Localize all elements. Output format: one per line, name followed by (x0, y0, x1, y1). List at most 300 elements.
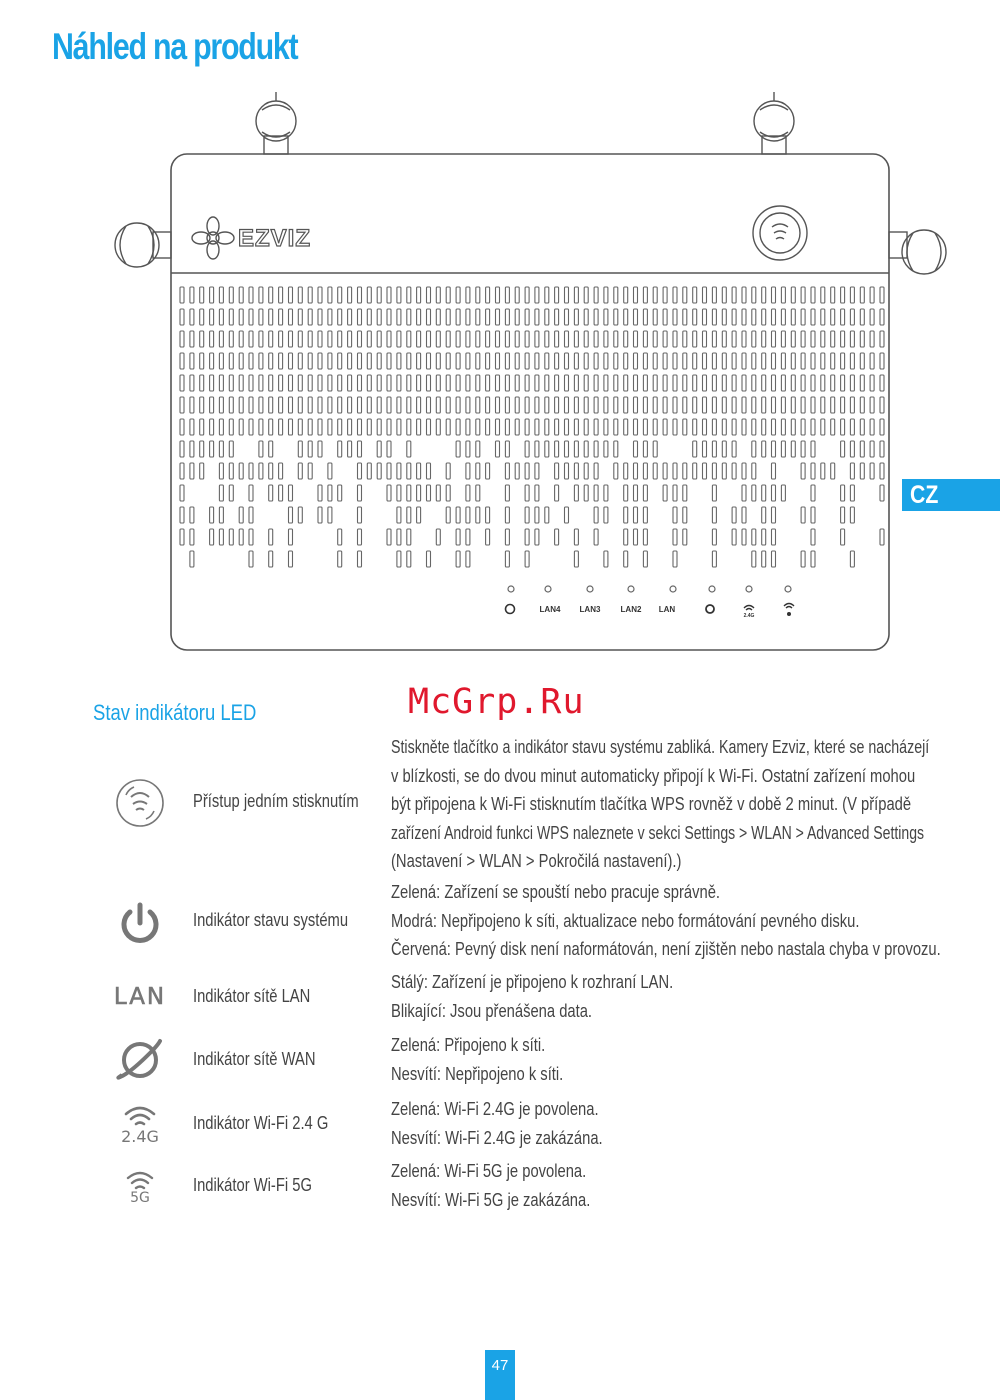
vent-slot (210, 419, 214, 435)
vent-slot (535, 485, 539, 501)
vent-slot (190, 397, 194, 413)
vent-slot (219, 463, 223, 479)
vent-slot (505, 463, 509, 479)
vent-slot (831, 397, 835, 413)
vent-slot (574, 309, 578, 325)
vent-slot (496, 287, 500, 303)
vent-slot (643, 441, 647, 457)
vent-slot (634, 397, 638, 413)
vent-slot (367, 287, 371, 303)
vent-slot (200, 353, 204, 369)
vent-slot (377, 419, 381, 435)
vent-slot (634, 529, 638, 545)
vent-slot (831, 419, 835, 435)
vent-slot (466, 529, 470, 545)
vent-slot (604, 309, 608, 325)
vent-slot (732, 331, 736, 347)
vent-slot (801, 353, 805, 369)
vent-slot (860, 463, 864, 479)
vent-slot (367, 375, 371, 391)
vent-slot (427, 287, 431, 303)
vent-slot (348, 397, 352, 413)
antenna-top-left (256, 92, 296, 154)
vent-slot (722, 309, 726, 325)
vent-slot (279, 331, 283, 347)
vent-slot (584, 287, 588, 303)
vent-slot (811, 463, 815, 479)
vent-slot (219, 419, 223, 435)
vent-slot (712, 353, 716, 369)
vent-slot (496, 441, 500, 457)
indicator-row-wifi-5g (0, 1157, 1000, 1217)
vent-slot (397, 309, 401, 325)
vent-slot (308, 353, 312, 369)
vent-slot (446, 309, 450, 325)
vent-slot (683, 353, 687, 369)
vent-slot (348, 353, 352, 369)
desc-line: Zelená: Wi-Fi 2.4G je povolena. (391, 1099, 599, 1119)
vent-slot (269, 463, 273, 479)
vent-slot (880, 441, 884, 457)
vent-slot (190, 287, 194, 303)
watermark: McGrp.Ru (408, 682, 585, 722)
desc-line: Červená: Pevný disk není naformátován, není zjištěn nebo nastala chyba v provozu. (391, 939, 941, 959)
vent-slot (870, 375, 874, 391)
vent-slot (811, 507, 815, 523)
vent-slot (614, 331, 618, 347)
vent-slot (841, 331, 845, 347)
vent-slot (653, 287, 657, 303)
vent-slot (614, 287, 618, 303)
vent-slot (358, 331, 362, 347)
vent-slot (821, 419, 825, 435)
desc-line: Nesvítí: Wi-Fi 5G je zakázána. (391, 1189, 591, 1210)
indicator-label: Indikátor sítě WAN (193, 1049, 316, 1069)
vent-slot (525, 419, 529, 435)
vent-slot (229, 287, 233, 303)
vent-slot (180, 353, 184, 369)
vent-slot (841, 375, 845, 391)
vent-slot (535, 507, 539, 523)
vent-slot (200, 441, 204, 457)
vent-slot (772, 419, 776, 435)
vent-slot (880, 463, 884, 479)
vent-slot (249, 353, 253, 369)
vent-slot (841, 397, 845, 413)
vent-slot (210, 309, 214, 325)
vent-slot (693, 287, 697, 303)
vent-slot (663, 287, 667, 303)
vent-slot (634, 485, 638, 501)
vent-slot (417, 287, 421, 303)
vent-slot (210, 507, 214, 523)
vent-slot (762, 419, 766, 435)
vent-slot (673, 375, 677, 391)
vent-slot (752, 485, 756, 501)
vent-slot (821, 463, 825, 479)
vent-slot (555, 529, 559, 545)
vent-slot (456, 397, 460, 413)
vent-slot (643, 419, 647, 435)
vent-slot (476, 419, 480, 435)
vent-slot (712, 375, 716, 391)
vent-slot (436, 287, 440, 303)
vent-slot (653, 419, 657, 435)
vent-slot (732, 397, 736, 413)
vent-slot (515, 287, 519, 303)
vent-slot (821, 397, 825, 413)
vent-slot (229, 485, 233, 501)
vent-slot (219, 529, 223, 545)
vent-slot (249, 331, 253, 347)
vent-slot (397, 397, 401, 413)
vent-slot (594, 331, 598, 347)
vent-slot (850, 353, 854, 369)
vent-slot (269, 551, 273, 567)
vent-slot (367, 397, 371, 413)
desc-line: Zelená: Zařízení se spouští nebo pracuje správně. (391, 882, 721, 902)
vent-slot (387, 397, 391, 413)
vent-slot (860, 331, 864, 347)
vent-slot (752, 551, 756, 567)
vent-slot (190, 507, 194, 523)
power-icon (100, 898, 180, 948)
vent-slot (860, 441, 864, 457)
vent-slot (722, 331, 726, 347)
vent-slot (791, 309, 795, 325)
vent-slot (269, 441, 273, 457)
vent-slot (436, 485, 440, 501)
vent-slot (397, 419, 401, 435)
indicator-row-one-touch (0, 733, 1000, 873)
vent-slot (742, 309, 746, 325)
vent-slot (722, 397, 726, 413)
vent-slot (831, 331, 835, 347)
vent-slot (683, 331, 687, 347)
vent-slot (358, 441, 362, 457)
vent-slot (732, 441, 736, 457)
vent-slot (801, 397, 805, 413)
vent-slot (742, 331, 746, 347)
vent-slot (545, 441, 549, 457)
vent-slot (180, 331, 184, 347)
vent-slot (653, 441, 657, 457)
vent-slot (377, 463, 381, 479)
vent-slot (712, 419, 716, 435)
vent-slot (229, 331, 233, 347)
vent-slot (850, 287, 854, 303)
vent-slot (407, 551, 411, 567)
vent-slot (584, 353, 588, 369)
vent-slot (722, 375, 726, 391)
vent-slot (348, 375, 352, 391)
vent-slot (505, 419, 509, 435)
vent-slot (594, 507, 598, 523)
vent-slot (604, 441, 608, 457)
vent-slot (466, 397, 470, 413)
vent-slot (565, 353, 569, 369)
vent-slot (643, 309, 647, 325)
vent-slot (772, 375, 776, 391)
vent-slot (328, 287, 332, 303)
vent-slot (525, 397, 529, 413)
vent-slot (377, 331, 381, 347)
vent-slot (466, 419, 470, 435)
vent-slot (190, 309, 194, 325)
vent-slot (831, 463, 835, 479)
vent-slot (476, 485, 480, 501)
vent-slot (752, 397, 756, 413)
vent-slot (476, 441, 480, 457)
vent-slot (190, 441, 194, 457)
vent-slot (683, 419, 687, 435)
vent-slot (249, 507, 253, 523)
vent-slot (732, 463, 736, 479)
vent-slot (604, 375, 608, 391)
vent-slot (269, 353, 273, 369)
vent-slot (269, 287, 273, 303)
vent-slot (535, 419, 539, 435)
vent-slot (653, 331, 657, 347)
vent-slot (496, 309, 500, 325)
desc-line: Zelená: Připojeno k síti. (391, 1035, 546, 1055)
vent-slot (663, 419, 667, 435)
vent-slot (476, 331, 480, 347)
vent-slot (269, 375, 273, 391)
vent-slot (653, 309, 657, 325)
vent-slot (338, 353, 342, 369)
vent-slot (752, 353, 756, 369)
vent-slot (219, 485, 223, 501)
vent-slot (634, 287, 638, 303)
vent-slot (328, 419, 332, 435)
vent-slot (298, 441, 302, 457)
vent-slot (732, 353, 736, 369)
vent-slot (387, 529, 391, 545)
vent-slot (338, 485, 342, 501)
vent-slot (515, 375, 519, 391)
vent-slot (427, 551, 431, 567)
vent-slot (860, 309, 864, 325)
desc-line: Blikající: Jsou přenášena data. (391, 1000, 593, 1021)
vent-slot (486, 529, 490, 545)
vent-slot (821, 287, 825, 303)
vent-slot (476, 507, 480, 523)
vent-slot (643, 463, 647, 479)
vent-slot (880, 287, 884, 303)
vent-slot (614, 375, 618, 391)
vent-slot (742, 485, 746, 501)
vent-slot (870, 331, 874, 347)
vent-slot (328, 463, 332, 479)
vent-slot (318, 397, 322, 413)
vent-slot (870, 463, 874, 479)
vent-slot (683, 397, 687, 413)
vent-slot (742, 419, 746, 435)
vent-slot (683, 529, 687, 545)
desc-line: Nesvítí: Nepřipojeno k síti. (391, 1063, 564, 1084)
vent-slot (269, 419, 273, 435)
vent-slot (210, 441, 214, 457)
vent-slot (476, 463, 480, 479)
vent-slot (811, 331, 815, 347)
vent-slot (870, 441, 874, 457)
vent-slot (328, 375, 332, 391)
vent-slot (318, 507, 322, 523)
vent-slot (249, 463, 253, 479)
vent-slot (239, 287, 243, 303)
vent-slot (712, 309, 716, 325)
vent-slot (860, 397, 864, 413)
vent-slot (515, 397, 519, 413)
vent-slot (643, 353, 647, 369)
vent-slot (880, 397, 884, 413)
vent-slot (427, 331, 431, 347)
vent-slot (614, 309, 618, 325)
vent-slot (210, 331, 214, 347)
vent-slot (279, 287, 283, 303)
vent-slot (643, 375, 647, 391)
vent-slot (200, 397, 204, 413)
vent-slot (239, 353, 243, 369)
vent-slot (515, 419, 519, 435)
vent-slot (772, 507, 776, 523)
vent-slot (279, 485, 283, 501)
vent-slot (880, 375, 884, 391)
vent-slot (456, 441, 460, 457)
vent-slot (703, 309, 707, 325)
vent-slot (614, 353, 618, 369)
vent-slot (850, 485, 854, 501)
vent-slot (584, 441, 588, 457)
vent-slot (407, 529, 411, 545)
vent-slot (190, 375, 194, 391)
router-wan-led-icon (706, 605, 714, 613)
vent-slot (604, 551, 608, 567)
vent-slot (436, 331, 440, 347)
vent-slot (811, 397, 815, 413)
vent-slot (358, 397, 362, 413)
vent-slot (427, 419, 431, 435)
page-number: 47 (485, 1350, 515, 1400)
vent-slot (417, 375, 421, 391)
vent-slot (634, 441, 638, 457)
vent-slot (318, 441, 322, 457)
vent-slot (180, 463, 184, 479)
vent-slot (456, 353, 460, 369)
vent-slot (762, 287, 766, 303)
vent-slot (624, 419, 628, 435)
vent-slot (703, 287, 707, 303)
vent-slot (476, 309, 480, 325)
vent-slot (289, 331, 293, 347)
vent-slot (850, 331, 854, 347)
vent-slot (190, 419, 194, 435)
vent-slot (673, 529, 677, 545)
vent-slot (525, 441, 529, 457)
vent-slot (249, 309, 253, 325)
vent-slot (663, 375, 667, 391)
vent-slot (407, 397, 411, 413)
vent-slot (781, 419, 785, 435)
vent-slot (397, 287, 401, 303)
vent-slot (525, 309, 529, 325)
vent-slot (841, 309, 845, 325)
vent-slot (338, 397, 342, 413)
vent-slot (318, 353, 322, 369)
vent-slot (190, 529, 194, 545)
vent-slot (456, 331, 460, 347)
indicator-row-system (0, 878, 1000, 968)
vent-slot (791, 331, 795, 347)
indicator-label: Indikátor Wi-Fi 5G (193, 1175, 312, 1195)
vent-slot (535, 353, 539, 369)
vent-slot (703, 375, 707, 391)
vent-slot (190, 463, 194, 479)
vent-slot (298, 463, 302, 479)
vent-slot (338, 375, 342, 391)
vent-slot (407, 309, 411, 325)
vent-slot (693, 419, 697, 435)
vent-slot (180, 507, 184, 523)
vent-slot (367, 353, 371, 369)
vent-slot (555, 485, 559, 501)
router-wifi-5g-led-icon (784, 604, 794, 609)
vent-slot (850, 551, 854, 567)
vent-slot (328, 397, 332, 413)
vent-slot (604, 397, 608, 413)
vent-slot (624, 485, 628, 501)
vent-slot (535, 463, 539, 479)
vent-slot (219, 507, 223, 523)
vent-slot (427, 353, 431, 369)
vent-slot (772, 485, 776, 501)
vent-slot (239, 507, 243, 523)
vent-slot (624, 309, 628, 325)
vent-slot (505, 287, 509, 303)
vent-slot (229, 419, 233, 435)
vent-slot (574, 419, 578, 435)
vent-slot (850, 375, 854, 391)
vent-slot (594, 441, 598, 457)
vent-slot (407, 441, 411, 457)
vent-slot (604, 507, 608, 523)
vent-slot (712, 507, 716, 523)
vent-slot (219, 441, 223, 457)
vent-slot (515, 353, 519, 369)
desc-line: Zelená: Wi-Fi 5G je povolena. (391, 1161, 587, 1181)
vent-slot (427, 309, 431, 325)
vent-slot (446, 463, 450, 479)
vent-slot (397, 507, 401, 523)
vent-slot (860, 353, 864, 369)
vent-slot (574, 463, 578, 479)
vent-slot (594, 529, 598, 545)
vent-slot (574, 331, 578, 347)
vent-slot (712, 397, 716, 413)
vent-slot (259, 309, 263, 325)
desc-line: (Nastavení > WLAN > Pokročilá nastavení).) (391, 851, 682, 871)
vent-slot (525, 529, 529, 545)
vent-slot (407, 375, 411, 391)
vent-slot (525, 463, 529, 479)
vent-slot (565, 375, 569, 391)
vent-slot (673, 397, 677, 413)
vent-slot (811, 551, 815, 567)
desc-line: v blízkosti, se do dvou minut automaticky připojí k Wi-Fi. Ostatní zařízení mohou (391, 765, 916, 786)
vent-slot (180, 309, 184, 325)
vent-slot (259, 419, 263, 435)
